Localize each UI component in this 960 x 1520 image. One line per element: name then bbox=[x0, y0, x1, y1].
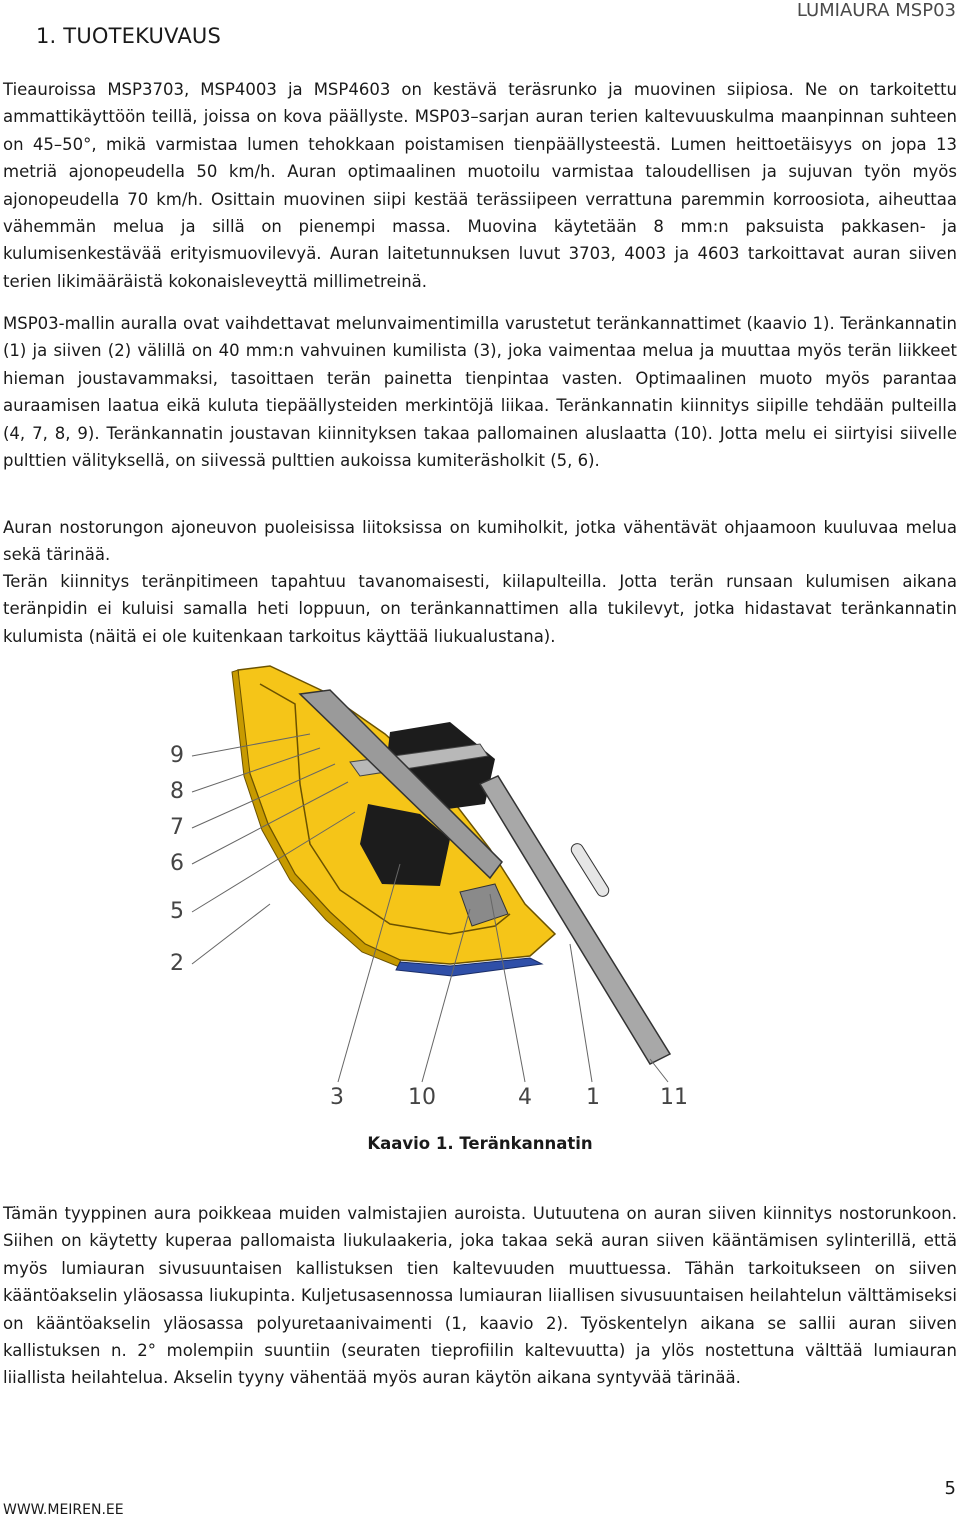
label-5: 5 bbox=[170, 899, 184, 924]
left-label-group bbox=[170, 743, 184, 976]
label-7: 7 bbox=[170, 815, 184, 840]
label-9: 9 bbox=[170, 743, 184, 768]
label-11: 11 bbox=[660, 1085, 688, 1110]
paragraph-intro: Tieauroissa MSP3703, MSP4003 ja MSP4603 on kestävä teräsrunko ja muovinen siipiosa. Ne on tarkoitettu ammattikäyttöön teillä, joissa on kova päällyste. MSP03–sarjan auran terien kaltevuuskulma maanpinnan suhteen on 45–50°, mikä varmistaa lumen tehokkaan poistamisen tienpäällysteestä. Lumen heittoetäisyys on jopa 13 metriä ajonopeudella 50 km/h. Auran optimaalinen muotoilu varmistaa taloudellisen ja sujuvan työn myös ajonopeudella 70 km/h. Osittain muovinen siipi kestää terässiipeen verrattuna paremmin korroosiota, aiheuttaa vähemmän melua ja sillä on pienempi massa. Muovina käytetään 8 mm:n paksuista pakkasen- ja kulumisenkestävää erityismuovilevyä. Auran laitetunnuksen luvut 3703, 4003 ja 4603 tarkoittavat auran siiven terien likimääräistä kokonaisleveyttä millimetreinä. bbox=[3, 80, 957, 291]
label-8: 8 bbox=[170, 779, 184, 804]
label-3: 3 bbox=[330, 1085, 344, 1110]
page-number: 5 bbox=[944, 1478, 956, 1499]
footer-url[interactable]: WWW.MEIREN.EE bbox=[3, 1502, 124, 1518]
label-6: 6 bbox=[170, 851, 184, 876]
product-header: LUMIAURA MSP03 bbox=[796, 0, 956, 21]
label-1: 1 bbox=[586, 1085, 600, 1110]
label-10: 10 bbox=[408, 1085, 436, 1110]
bottom-label-group bbox=[330, 1085, 688, 1110]
label-4: 4 bbox=[518, 1085, 532, 1110]
label-2: 2 bbox=[170, 951, 184, 976]
paragraph-bearing: Tämän tyyppinen aura poikkeaa muiden valmistajien auroista. Uutuutena on auran siiven kiinnitys nostorunkoon. Siihen on käytetty kuperaa pallomaista liukulaakeria, joka takaa sekä auran siiven kääntämisen sylinterillä, että myös lumiauran sivusuuntaisen kallistuksen tien kaltevuuden muuttuessa. Tähän tarkoitukseen on siiven kääntöakselin yläosassa liukupinta. Kuljetusasennossa lumiauran liiallisen sivusuuntaisen heilahtelun välttämiseksi on kääntöakselin yläosassa polyuretaanivaimenti (1, kaavio 2). Työskentelyn aikana se sallii auran siiven kallistuksen n. 2° molempiin suuntiin (seuraten tieprofiilin kaltevuutta) ja ylös nostettuna välttää lumiauran liiallista heilahtelua. Akselin tyyny vähentää myös auran käytön aikana syntyvää tärinää. bbox=[3, 1204, 957, 1388]
paragraph-blade-mounting: Terän kiinnitys teränpitimeen tapahtuu tavanomaisesti, kiilapulteilla. Jotta terän runsaan kulumisen aikana teränpidin ei kuluisi samalla heti loppuun, on teränkannattimen alla tukilevyt, jotka hidastavat teränkannatin kulumista (näitä ei ole kuitenkaan tarkoitus käyttää liukualustana). bbox=[3, 572, 957, 646]
blade-holder-diagram bbox=[150, 664, 710, 1124]
paragraph-blade-holder: MSP03-mallin auralla ovat vaihdettavat melunvaimentimilla varustetut teränkannattimet (kaavio 1). Teränkannatin (1) ja siiven (2) välillä on 40 mm:n vahvuinen kumilista (3), joka vaimentaa melua ja muuttaa myös terän liikkeet hieman joustavammaksi, tasoittaen terän painetta tienpintaa vasten. Optimaalinen muoto myös parantaa auraamisen laatua eikä kuluta tiepäällysteiden merkintöjä liikaa. Teränkannatin kiinnitys siipille tehdään pulteilla (4, 7, 8, 9). Teränkannatin joustavan kiinnityksen takaa pallomainen aluslaatta (10). Jotta melu ei siirtyisi siivelle pulttien välityksellä, on siivessä pulttien aukoissa kumiteräsholkit (5, 6). bbox=[3, 314, 957, 471]
holder-slot bbox=[569, 841, 611, 898]
section-title: 1. TUOTEKUVAUS bbox=[36, 24, 222, 48]
figure-caption: Kaavio 1. Teränkannatin bbox=[367, 1134, 593, 1153]
paragraph-rubber-bushings: Auran nostorungon ajoneuvon puoleisissa liitoksissa on kumiholkit, jotka vähentävät ohjaamoon kuuluvaa melua sekä tärinää. bbox=[3, 518, 957, 565]
